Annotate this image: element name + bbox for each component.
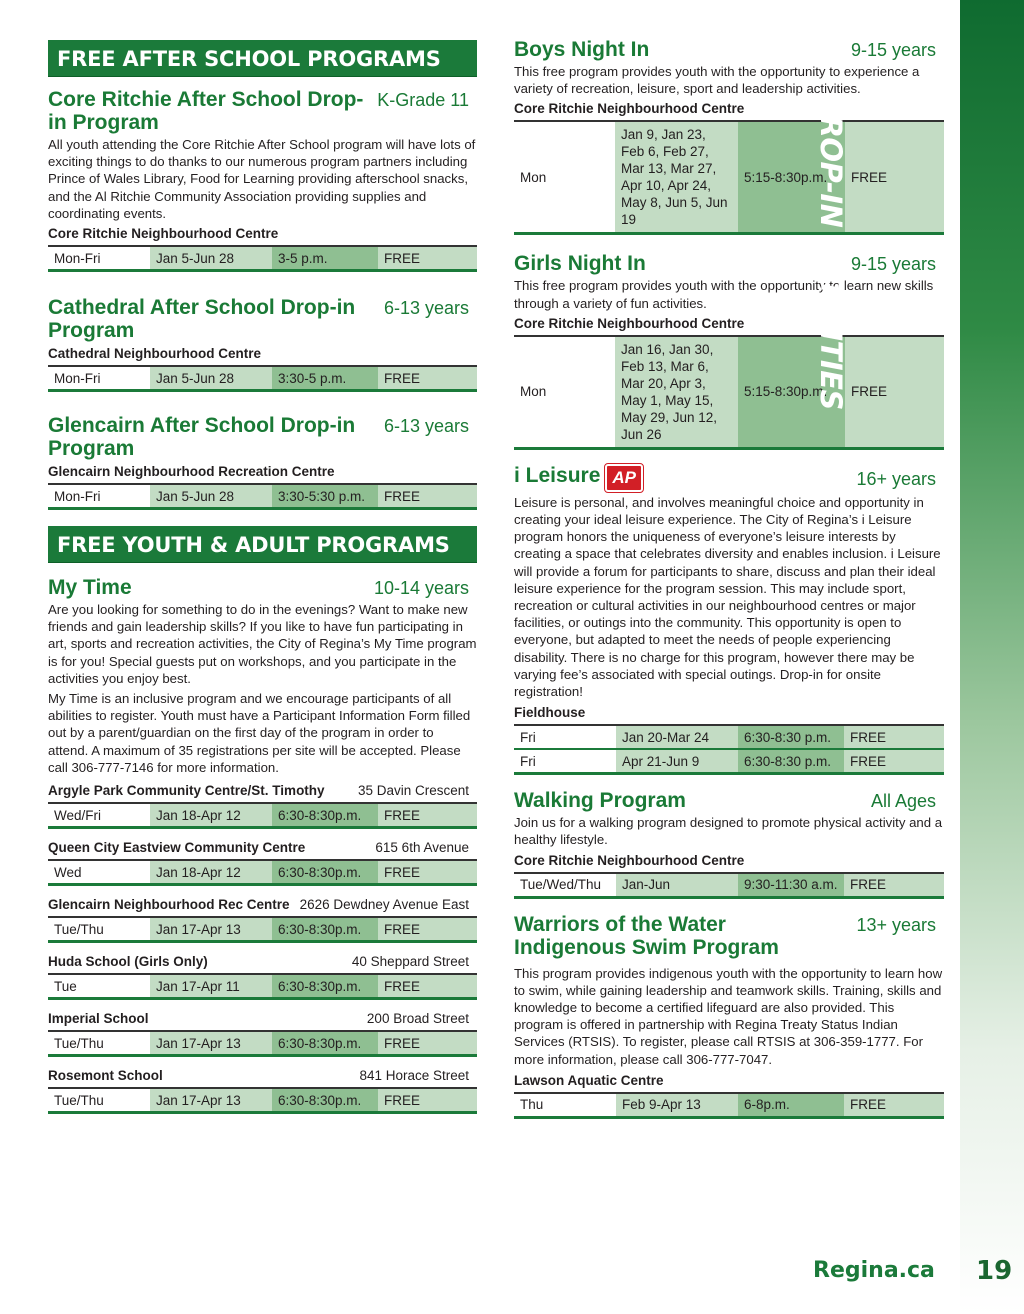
site-name: Glencairn Neighbourhood Rec Centre [48,897,290,913]
schedule-days: Fri [514,725,616,749]
table-row [48,366,477,391]
location-name: Fieldhouse [514,705,586,721]
table-row [48,246,477,271]
schedule-fee: FREE [844,725,944,749]
site-block [48,896,477,943]
schedule-fee: FREE [844,873,944,898]
location-name: Core Ritchie Neighbourhood Centre [48,226,279,242]
program-title: Warriors of the Water Indigenous Swim Program [514,912,779,959]
schedule-dates: Jan 5-Jun 28 [150,366,272,391]
schedule-table [514,872,944,899]
schedule-time: 5:15-8:30p.m. [738,121,845,234]
table-row [48,974,477,999]
schedule-days: Mon-Fri [48,484,150,509]
schedule-table [48,365,477,392]
site-address: 841 Horace Street [359,1068,469,1084]
schedule-time: 3-5 p.m. [272,246,378,271]
table-row [48,860,477,885]
schedule-table [48,859,477,886]
schedule-dates: Jan 16, Jan 30, Feb 13, Mar 6, Mar 20, Apr 3, May 1, May 15, May 29, Jun 12, Jun 26 [615,336,738,449]
schedule-days: Mon [514,121,615,234]
left-column [48,0,477,1114]
schedule-table [514,120,944,235]
schedule-days: Tue/Wed/Thu [514,873,616,898]
program-title-text: i Leisure [514,463,601,487]
site-name: Argyle Park Community Centre/St. Timothy [48,783,325,799]
table-row [514,749,944,774]
site-address: 200 Broad Street [366,1011,469,1027]
location-name [48,1010,477,1028]
table-row [48,917,477,942]
program-warriors-of-the-water [514,913,944,1119]
location-name [48,782,477,800]
schedule-days: Wed [48,860,150,885]
age-range: 9-15 years [850,40,936,60]
schedule-dates: Jan 18-Apr 12 [150,860,272,885]
schedule-table [514,335,944,450]
program-title: My Time [48,576,132,600]
schedule-table [48,802,477,829]
program-cathedral [48,296,477,392]
program-description: This program provides indigenous youth with the opportunity to learn how to swim, while gaining leadership and teamwork skills. Training, skills and knowledge to become a certified lifeguard are also provided. This program is offered in partnership with Regina Treaty Status Indian Services (RTSIS). To register, please call RTSIS at 306-359-1777. For more information, please call 306-777-7047. [514,965,943,1067]
location-name: Lawson Aquatic Centre [514,1072,664,1088]
table-row [48,1088,477,1113]
schedule-time: 6:30-8:30p.m. [272,917,378,942]
schedule-days: Tue [48,974,150,999]
page-number: 19 [976,1256,1013,1286]
program-girls-night-in [514,252,944,449]
age-range: 6-13 years [383,298,469,319]
schedule-fee: FREE [845,336,944,449]
schedule-time: 9:30-11:30 a.m. [738,873,844,898]
site-address: 35 Davin Crescent [357,783,469,799]
program-walking [514,789,944,898]
schedule-table [514,724,944,775]
schedule-dates: Jan 17-Apr 11 [150,974,272,999]
section-banner-after-school: FREE AFTER SCHOOL PROGRAMS [48,40,477,77]
schedule-fee: FREE [844,1093,944,1118]
site-block [48,839,477,886]
schedule-days: Tue/Thu [48,1088,150,1113]
schedule-dates: Jan 17-Apr 13 [150,1088,272,1113]
program-glencairn [48,414,477,510]
schedule-table [48,973,477,1000]
program-title: Girls Night In [514,252,646,276]
age-range: 16+ years [856,468,936,489]
site-block [48,782,477,829]
site-name: Queen City Eastview Community Centre [48,840,306,856]
schedule-days: Fri [514,749,616,774]
schedule-days: Thu [514,1093,616,1118]
schedule-fee: FREE [845,121,944,234]
schedule-days: Mon-Fri [48,246,150,271]
site-name: Rosemont School [48,1068,163,1084]
schedule-fee: FREE [378,803,477,828]
schedule-fee: FREE [378,484,477,509]
schedule-fee: FREE [378,366,477,391]
program-description: This free program provides youth with the opportunity to experience a variety of recreation, leisure, sport and leadership activities. [514,64,920,97]
location-name: Core Ritchie Neighbourhood Centre [514,315,745,331]
schedule-dates: Jan 9, Jan 23, Feb 6, Feb 27, Mar 13, Mar 27, Apr 10, Apr 24, May 8, Jun 5, Jun 19 [615,121,738,234]
schedule-days: Mon-Fri [48,366,150,391]
schedule-table [48,483,477,510]
schedule-fee: FREE [378,974,477,999]
age-range: All Ages [870,791,936,812]
location-name: Cathedral Neighbourhood Centre [48,346,262,362]
site-block [48,953,477,1000]
schedule-time: 6:30-8:30p.m. [272,974,378,999]
schedule-fee: FREE [378,246,477,271]
schedule-time: 6-8p.m. [738,1093,844,1118]
right-column [514,0,944,1119]
section-banner-youth-adult: FREE YOUTH & ADULT PROGRAMS [48,526,477,563]
program-title: Glencairn After School Drop-in Program [48,414,356,461]
location-name: Glencairn Neighbourhood Recreation Centre [48,464,335,480]
schedule-dates: Jan-Jun [616,873,738,898]
program-title: Cathedral After School Drop-in Program [48,296,356,343]
schedule-dates: Jan 18-Apr 12 [150,803,272,828]
age-range: 9-15 years [850,254,936,275]
website-link[interactable]: Regina.ca [813,1258,935,1283]
site-address: 615 6th Avenue [375,840,469,856]
table-row [48,803,477,828]
schedule-time: 6:30-8:30p.m. [272,860,378,885]
site-name: Imperial School [48,1011,149,1027]
schedule-days: Wed/Fri [48,803,150,828]
schedule-time: 5:15-8:30p.m. [738,336,845,449]
table-row [514,873,944,898]
schedule-dates: Apr 21-Jun 9 [616,749,738,774]
schedule-time: 3:30-5:30 p.m. [272,484,378,509]
location-name: Core Ritchie Neighbourhood Centre [514,101,745,117]
age-range: 10-14 years [373,578,469,599]
location-name: Core Ritchie Neighbourhood Centre [514,852,745,868]
schedule-time: 6:30-8:30p.m. [272,1088,378,1113]
site-block [48,1010,477,1057]
sidebar-title-text: DROP-IN ACTIVITIES [814,92,849,410]
schedule-time: 6:30-8:30p.m. [272,803,378,828]
table-row [514,1093,944,1118]
program-description: This free program provides youth with the opportunity to learn new skills through a variety of fun activities. [514,278,934,311]
schedule-fee: FREE [378,917,477,942]
site-name: Huda School (Girls Only) [48,954,208,970]
schedule-dates: Feb 9-Apr 13 [616,1093,738,1118]
schedule-days: Mon [514,336,615,449]
age-range: 6-13 years [383,416,469,437]
schedule-time: 6:30-8:30 p.m. [738,749,844,774]
program-description: Are you looking for something to do in the evenings? Want to make new friends and gain leadership skills? If you like to have fun participating in art, sports and recreation activities, the City of Regina’s My Time program is for you! Special guests put on workshops, and you participate in the activities you enjoy best. [48,602,477,686]
schedule-fee: FREE [378,860,477,885]
table-row [514,336,944,449]
location-name [48,953,477,971]
schedule-table [48,245,477,272]
schedule-fee: FREE [844,749,944,774]
table-row [514,121,944,234]
site-block [48,1067,477,1114]
table-row [514,725,944,749]
program-title: Boys Night In [514,38,650,61]
table-row [48,1031,477,1056]
schedule-time: 6:30-8:30 p.m. [738,725,844,749]
age-range: K-Grade 11 [377,90,469,110]
program-title: Core Ritchie After School Drop-in Program [48,88,364,134]
table-row [48,484,477,509]
schedule-dates: Jan 20-Mar 24 [616,725,738,749]
program-my-time [48,576,477,1114]
schedule-table [48,916,477,943]
schedule-time: 3:30-5 p.m. [272,366,378,391]
schedule-dates: Jan 5-Jun 28 [150,246,272,271]
schedule-fee: FREE [378,1088,477,1113]
schedule-dates: Jan 17-Apr 13 [150,917,272,942]
schedule-dates: Jan 5-Jun 28 [150,484,272,509]
program-description: Join us for a walking program designed to promote physical activity and a healthy lifestyle. [514,815,943,848]
location-name [48,839,477,857]
schedule-table [514,1092,944,1119]
schedule-days: Tue/Thu [48,917,150,942]
program-description-2: My Time is an inclusive program and we encourage participants of all abilities to register. Youth must have a Participant Information Form filled out by a parent/guardian on the first day of the program in order to attend. A maximum of 35 registrations per site will be accepted. Please call 306-777-7146 for more information. [48,691,471,775]
age-range: 13+ years [856,914,936,935]
program-boys-night-in [514,38,944,235]
location-name [48,896,477,914]
site-address: 2626 Dewdney Avenue East [299,897,469,913]
program-description: Leisure is personal, and involves meaningful choice and opportunity in creating your ideal leisure experience. The City of Regina’s i Leisure program honors the uniqueness of everyone’s leisure interests by creating a space that celebrates diversity and enables inclusion. i Leisure will provide a forum for participants to share, discuss and plan their ideal leisure experience for the program session. This may include sport, recreation or cultural activities in our neighbourhood centres or major facilities, or outings into the community. This opportunity is open to everyone, but adapted to meet the needs of people experiencing disability. There is no charge for this program, however there may be varying fee’s associated with special outings. Drop-in for onsite registration! [514,494,941,700]
program-core-ritchie [48,88,477,272]
site-address: 40 Sheppard Street [351,954,469,970]
schedule-table [48,1087,477,1114]
schedule-days: Tue/Thu [48,1031,150,1056]
location-name [48,1067,477,1085]
program-title: Walking Program [514,789,686,813]
accessibility-badge-icon: AP [605,464,643,492]
schedule-dates: Jan 17-Apr 13 [150,1031,272,1056]
schedule-time: 6:30-8:30p.m. [272,1031,378,1056]
schedule-table [48,1030,477,1057]
program-description: All youth attending the Core Ritchie After School program will have lots of exciting things to do thanks to our numerous program partners including Prince of Wales Library, Food for Learning providing afterschool snacks, and the Al Ritchie Community Association providing supplies and coordinating events. [48,137,476,221]
program-i-leisure [514,464,944,775]
schedule-fee: FREE [378,1031,477,1056]
